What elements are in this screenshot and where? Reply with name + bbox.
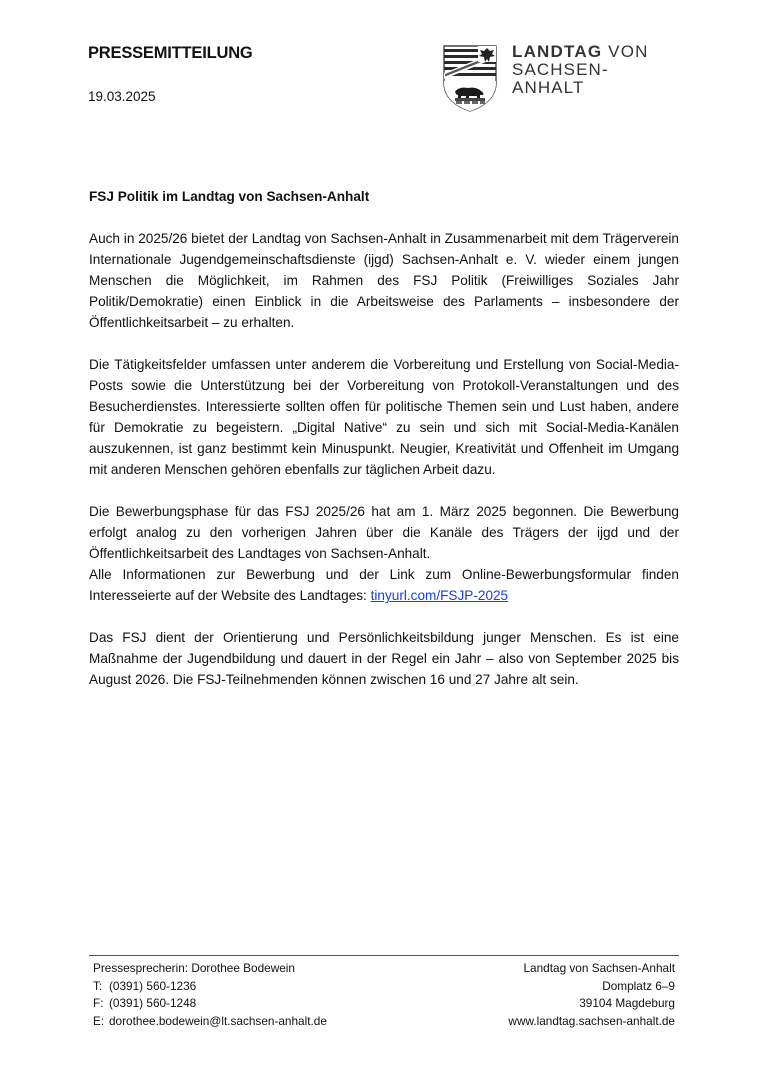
paragraph-3: Die Bewerbungsphase für das FSJ 2025/26 hat am 1. März 2025 begonnen. Die Bewerbung erfolgt analog zu den vorherigen Jahren über die Kanäle des Trägers der ijgd und der Öffentlichkeitsarbeit des Landtages von Sachsen-Anhalt. [89,504,679,561]
paragraph-4 [89,564,679,606]
document-date: 19.03.2025 [88,89,156,104]
org-name-rest: VON [602,42,649,61]
email-address[interactable]: dorothee.bodewein@lt.sachsen-anhalt.de [109,1013,327,1028]
fax-prefix: F: [93,996,104,1010]
footer-contact [93,960,327,1030]
paragraph-2: Die Tätigkeitsfelder umfassen unter anderem die Vorbereitung und Erstellung von Social-Media-Posts sowie die Unterstützung bei der Vorbereitung von Protokoll-Veranstaltungen und des Besucherdienstes. Interessierte sollten offen für politische Themen sein und Lust haben, andere für Demokratie zu begeistern. „Digital Native“ zu sein und sich mit Social-Media-Kanälen auszukennen, ist ganz bestimmt kein Minuspunkt. Neugier, Kreativität und Offenheit im Umgang mit anderen Menschen gehören ebenfalls zur täglichen Arbeit dazu. [89,357,679,477]
footer-org-name: Landtag von Sachsen-Anhalt [523,961,675,975]
coat-of-arms-icon [441,43,499,113]
footer-city: 39104 Magdeburg [579,996,675,1010]
document-title: PRESSEMITTEILUNG [88,44,253,62]
email-prefix: E: [93,1013,105,1028]
press-release-body [89,186,679,711]
headline: FSJ Politik im Landtag von Sachsen-Anhalt [89,189,370,204]
footer-street: Domplatz 6–9 [602,978,675,993]
phone-prefix: T: [93,978,103,993]
footer-address [508,960,675,1030]
org-name-bold: LANDTAG [512,42,603,61]
footer-website[interactable]: www.landtag.sachsen-anhalt.de [508,1013,675,1028]
email-line [93,1013,327,1031]
paragraph-1: Auch in 2025/26 bietet der Landtag von Sachsen-Anhalt in Zusammenarbeit mit dem Trägerverein Internationale Jugendgemeinschaftsdienste (ijgd) Sachsen-Anhalt e. V. wieder einem jungen Menschen die Möglichkeit, im Rahmen des FSJ Politik (Freiwilliges Soziales Jahr Politik/Demokratie) einen Einblick in die Arbeitsweise des Parlaments – insbesondere der Öffentlichkeitsarbeit – zu erhalten. [89,231,679,330]
fax-number: (0391) 560-1248 [109,996,197,1010]
footer-divider [89,955,679,956]
fax-line [93,995,327,1013]
organization-name [512,43,681,97]
landtag-logo [441,43,681,113]
phone-number: (0391) 560-1236 [109,978,197,993]
paragraph-4-text: Alle Informationen zur Bewerbung und der Link zum Online-Bewerbungsformular finden Interesseierte auf der Website des Landtages: [89,567,679,603]
paragraph-5: Das FSJ dient der Orientierung und Persönlichkeitsbildung junger Menschen. Es ist eine Maßnahme der Jugendbildung und dauert in der Regel ein Jahr – also von September 2025 bis August 2026. Die FSJ-Teilnehmenden können zwischen 16 und 27 Jahre alt sein. [89,630,679,687]
application-link[interactable]: tinyurl.com/FSJP-2025 [370,588,509,603]
org-name-line2: SACHSEN-ANHALT [512,60,609,97]
spokesperson: Pressesprecherin: Dorothee Bodewein [93,961,295,975]
phone-line [93,978,327,996]
